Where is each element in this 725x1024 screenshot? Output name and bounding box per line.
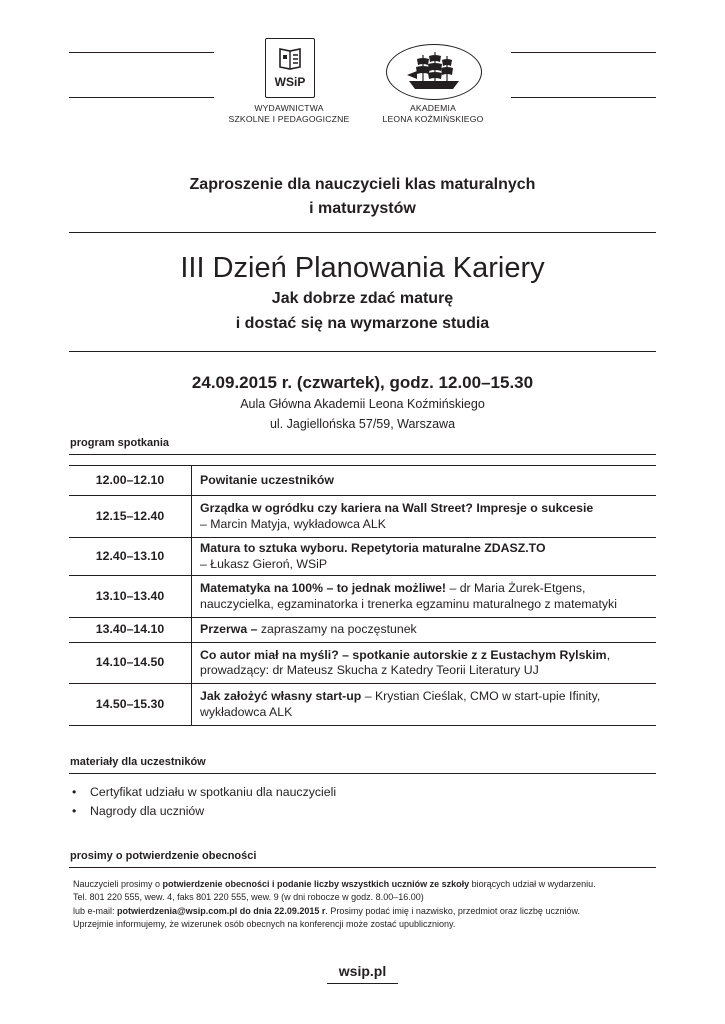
row-description — [192, 618, 657, 643]
table-row — [69, 618, 656, 643]
row-title: Jak założyć własny start-up — [200, 689, 362, 703]
event-subtitle-2: i dostać się na wymarzone studia — [235, 315, 490, 332]
row-description — [192, 684, 657, 726]
row-title-rest: – dr Maria Żurek-Etgens, — [446, 581, 586, 595]
row-speaker: nauczycielka, egzaminatorka i trenerka egzaminu maturalnego z matematyki — [200, 596, 617, 611]
row-description — [192, 496, 657, 538]
row-description — [192, 643, 657, 684]
confirm-text: biorących udział w wydarzeniu. — [469, 879, 596, 889]
row-description — [192, 466, 657, 496]
row-speaker: – Marcin Matyja, wykładowca ALK — [200, 516, 386, 531]
row-title-rest: zapraszamy na poczęstunek — [257, 622, 417, 637]
alk-caption-line1: AKADEMIA — [409, 103, 456, 113]
row-title: Matura to sztuka wyboru. Repetytoria maturalne ZDASZ.TO — [200, 541, 546, 555]
materials-heading: materiały dla uczestników — [70, 756, 206, 768]
table-row — [69, 538, 656, 576]
confirm-text: lub e-mail: — [73, 905, 118, 916]
row-time: 13.40–14.10 — [69, 618, 192, 643]
row-title: Co autor miał na myśli? – spotkanie autorskie z z Eustachym Rylskim — [200, 647, 607, 662]
confirm-text: Nauczycieli prosimy o — [73, 879, 163, 889]
table-row — [69, 643, 656, 684]
table-row — [69, 496, 656, 538]
header-rule-right-bottom — [511, 97, 656, 98]
rule-confirm-heading — [69, 867, 656, 868]
row-speaker: wykładowca ALK — [200, 704, 293, 719]
row-time: 14.10–14.50 — [69, 643, 192, 684]
footer-rule — [327, 983, 398, 984]
table-row — [69, 466, 656, 496]
wsip-logo-text: WSiP — [274, 75, 306, 89]
row-description — [192, 576, 657, 618]
row-time: 14.50–15.30 — [69, 684, 192, 726]
header-rule-right-top — [511, 52, 656, 53]
wsip-logo — [265, 38, 315, 98]
alk-caption-line2: LEONA KOŹMIŃSKIEGO — [382, 114, 484, 124]
header-rule-left-top — [69, 52, 214, 53]
row-time: 12.00–12.10 — [69, 466, 192, 496]
rule-after-invite — [69, 232, 656, 233]
ship-icon — [387, 45, 481, 99]
rule-program-heading — [69, 454, 656, 455]
rule-materials-heading — [69, 773, 656, 774]
row-speaker: prowadzący: dr Mateusz Skucha z Katedry Teorii Literatury UJ — [200, 663, 539, 677]
row-time: 12.40–13.10 — [69, 538, 192, 576]
row-title: Przerwa – — [200, 622, 258, 637]
invite-line-2: i maturzystów — [309, 200, 416, 217]
row-title: Powitanie uczestników — [200, 472, 334, 487]
confirm-email[interactable]: potwierdzenia@wsip.com.pl do dnia 22.09.2015 r — [117, 905, 326, 916]
program-heading: program spotkania — [70, 437, 170, 449]
rule-after-title — [69, 351, 656, 352]
footer-site-link[interactable]: wsip.pl — [338, 963, 387, 979]
header-rule-left-bottom — [69, 97, 214, 98]
row-title-rest: – Krystian Cieślak, CMO w start-upie Ifinity, — [361, 689, 601, 703]
confirm-line-3 — [73, 905, 673, 918]
confirm-heading: prosimy o potwierdzenie obecności — [70, 850, 257, 862]
confirm-note — [73, 878, 673, 931]
event-datetime: 24.09.2015 r. (czwartek), godz. 12.00–15.30 — [191, 373, 534, 392]
row-title-rest: , — [606, 647, 611, 662]
wsip-caption — [214, 103, 364, 125]
materials-list — [70, 783, 336, 821]
confirm-text-bold: potwierdzenie obecności i podanie liczby wszystkich uczniów ze szkoły — [162, 879, 470, 889]
event-subtitle-1: Jak dobrze zdać maturę — [271, 290, 454, 307]
invite-line-1: Zaproszenie dla nauczycieli klas maturalnych — [189, 176, 536, 193]
alk-caption — [358, 103, 508, 125]
confirm-line-2: Tel. 801 220 555, wew. 4, faks 801 220 555, wew. 9 (w dni robocze w godz. 8.00–16.00) — [73, 892, 424, 903]
row-time: 12.15–12.40 — [69, 496, 192, 538]
list-item: • Nagrody dla uczniów — [70, 802, 336, 821]
row-speaker: – Łukasz Gieroń, WSiP — [200, 556, 328, 571]
wsip-caption-line1: WYDAWNICTWA — [254, 103, 324, 113]
wsip-caption-line2: SZKOLNE I PEDAGOGICZNE — [228, 114, 350, 124]
confirm-line-1 — [73, 878, 673, 891]
program-table — [69, 465, 656, 726]
book-icon — [266, 43, 314, 73]
table-row — [69, 576, 656, 618]
list-item: • Certyfikat udziału w spotkaniu dla nauczycieli — [70, 783, 336, 802]
table-row — [69, 684, 656, 726]
event-title: III Dzień Planowania Kariery — [180, 252, 545, 284]
confirm-text: . Prosimy podać imię i nazwisko, przedmiot oraz liczbę uczniów. — [325, 905, 580, 916]
row-title: Grządka w ogródku czy kariera na Wall Street? Impresje o sukcesie — [200, 501, 594, 515]
event-address: ul. Jagiellońska 57/59, Warszawa — [269, 417, 456, 431]
row-time: 13.10–13.40 — [69, 576, 192, 618]
confirm-line-4: Uprzejmie informujemy, że wizerunek osób obecnych na konferencji może zostać upubliczniony. — [73, 918, 456, 929]
event-venue: Aula Główna Akademii Leona Koźmińskiego — [240, 397, 485, 411]
row-title: Matematyka na 100% – to jednak możliwe! — [200, 581, 447, 595]
alk-logo — [386, 44, 482, 100]
row-description — [192, 538, 657, 576]
